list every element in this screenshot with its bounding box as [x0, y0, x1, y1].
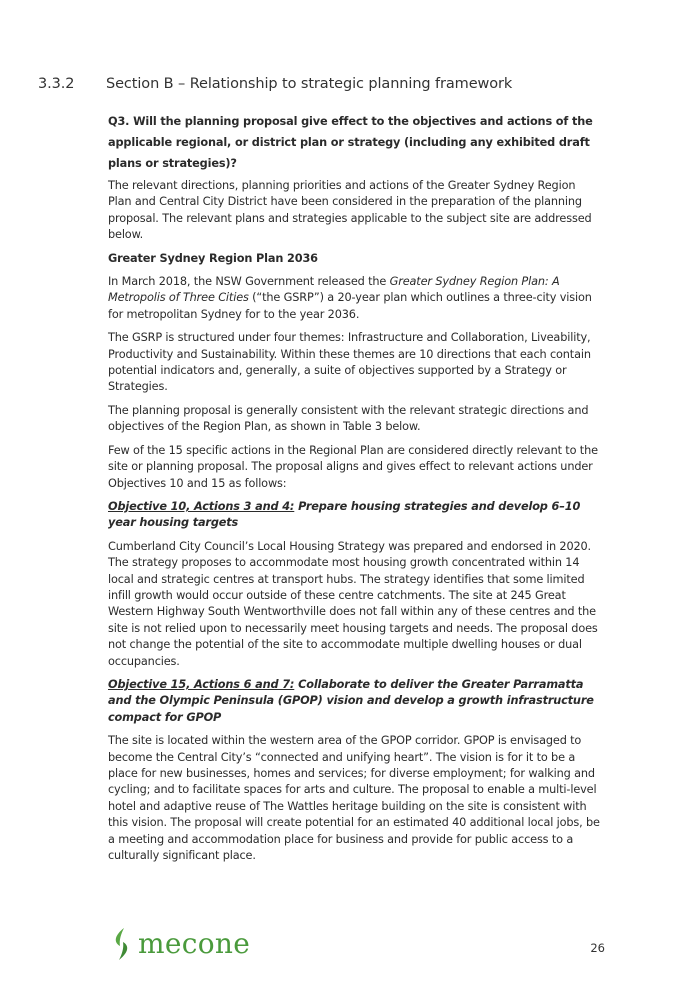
logo-wordmark: mecone	[138, 927, 251, 960]
objective-15-ref: Objective 15, Actions 6 and 7:	[108, 677, 295, 691]
leaf-logo-icon	[110, 927, 132, 961]
question-heading: Q3. Will the planning proposal give effect to the objectives and actions of the applicable regional, or district plan or strategy (including any exhibited draft plans or strategies)?	[108, 115, 593, 170]
region-plan-paragraph-4: Few of the 15 specific actions in the Regional Plan are considered directly relevant to the site or planning proposal. The proposal aligns and gives effect to relevant actions under Objectives 10 and 15 as follows:	[108, 443, 598, 490]
section-title: Section B – Relationship to strategic planning framework	[106, 76, 513, 92]
region-plan-heading: Greater Sydney Region Plan 2036	[108, 251, 318, 265]
intro-paragraph: The relevant directions, planning priorities and actions of the Greater Sydney Region Plan and Central City District have been considered in the preparation of the planning proposal. The relevant plans and strategies applicable to the subject site are addressed below.	[108, 179, 592, 242]
page-number: 26	[590, 941, 605, 955]
section-number: 3.3.2	[38, 76, 75, 92]
region-plan-paragraph-3: The planning proposal is generally consistent with the relevant strategic directions and objectives of the Region Plan, as shown in Table 3 below.	[108, 403, 589, 434]
body-text	[108, 111, 600, 871]
region-plan-paragraph-1	[108, 274, 600, 323]
objective-15-paragraph: The site is located within the western area of the GPOP corridor. GPOP is envisaged to become the Central City’s “connected and unifying heart”. The vision is for it to be a place for new businesses, homes and services; for diverse employment; for walking and cycling; and to facilitate spaces for arts and culture. The proposal to enable a multi-level hotel and adaptive reuse of The Wattles heritage building on the site is consistent with this vision. The proposal will create potential for an estimated 40 additional local jobs, be a meeting and accommodation place for business and provide for public access to a culturally significant place.	[108, 734, 600, 863]
objective-15-title: Collaborate to deliver the Greater Parramatta and the Olympic Peninsula (GPOP) vision and develop a growth infrastructure compact for GPOP	[108, 677, 594, 724]
section-heading	[38, 76, 658, 92]
objective-10-ref: Objective 10, Actions 3 and 4:	[108, 499, 295, 513]
mecone-logo	[110, 927, 250, 961]
objective-10-title: Prepare housing strategies and develop 6–10 year housing targets	[108, 499, 581, 530]
region-plan-p1-start: In March 2018, the NSW Government released the	[108, 275, 390, 289]
region-plan-p1-title: Greater Sydney Region Plan: A Metropolis of Three Cities	[108, 275, 560, 305]
objective-15-heading	[108, 677, 600, 726]
region-plan-paragraph-2: The GSRP is structured under four themes: Infrastructure and Collaboration, Liveability, Productivity and Sustainability. Within these themes are 10 directions that each contain potential indicators and, generally, a suite of objectives supported by a Strategy or Strategies.	[108, 331, 591, 394]
objective-10-paragraph: Cumberland City Council’s Local Housing Strategy was prepared and endorsed in 2020. The strategy proposes to accommodate most housing growth concentrated within 14 local and strategic centres at transport hubs. The strategy identifies that some limited infill growth would occur outside of these centre catchments. The site at 245 Great Western Highway South Wentworthville does not fall within any of these centres and the site is not relied upon to necessarily meet housing targets and needs. The proposal does not change the potential of the site to accommodate multiple dwelling houses or dual occupancies.	[108, 539, 598, 668]
region-plan-p1-end: (“the GSRP”) a 20-year plan which outlines a three-city vision for metropolitan Sydney for to the year 2036.	[108, 291, 592, 321]
objective-10-heading	[108, 499, 600, 532]
